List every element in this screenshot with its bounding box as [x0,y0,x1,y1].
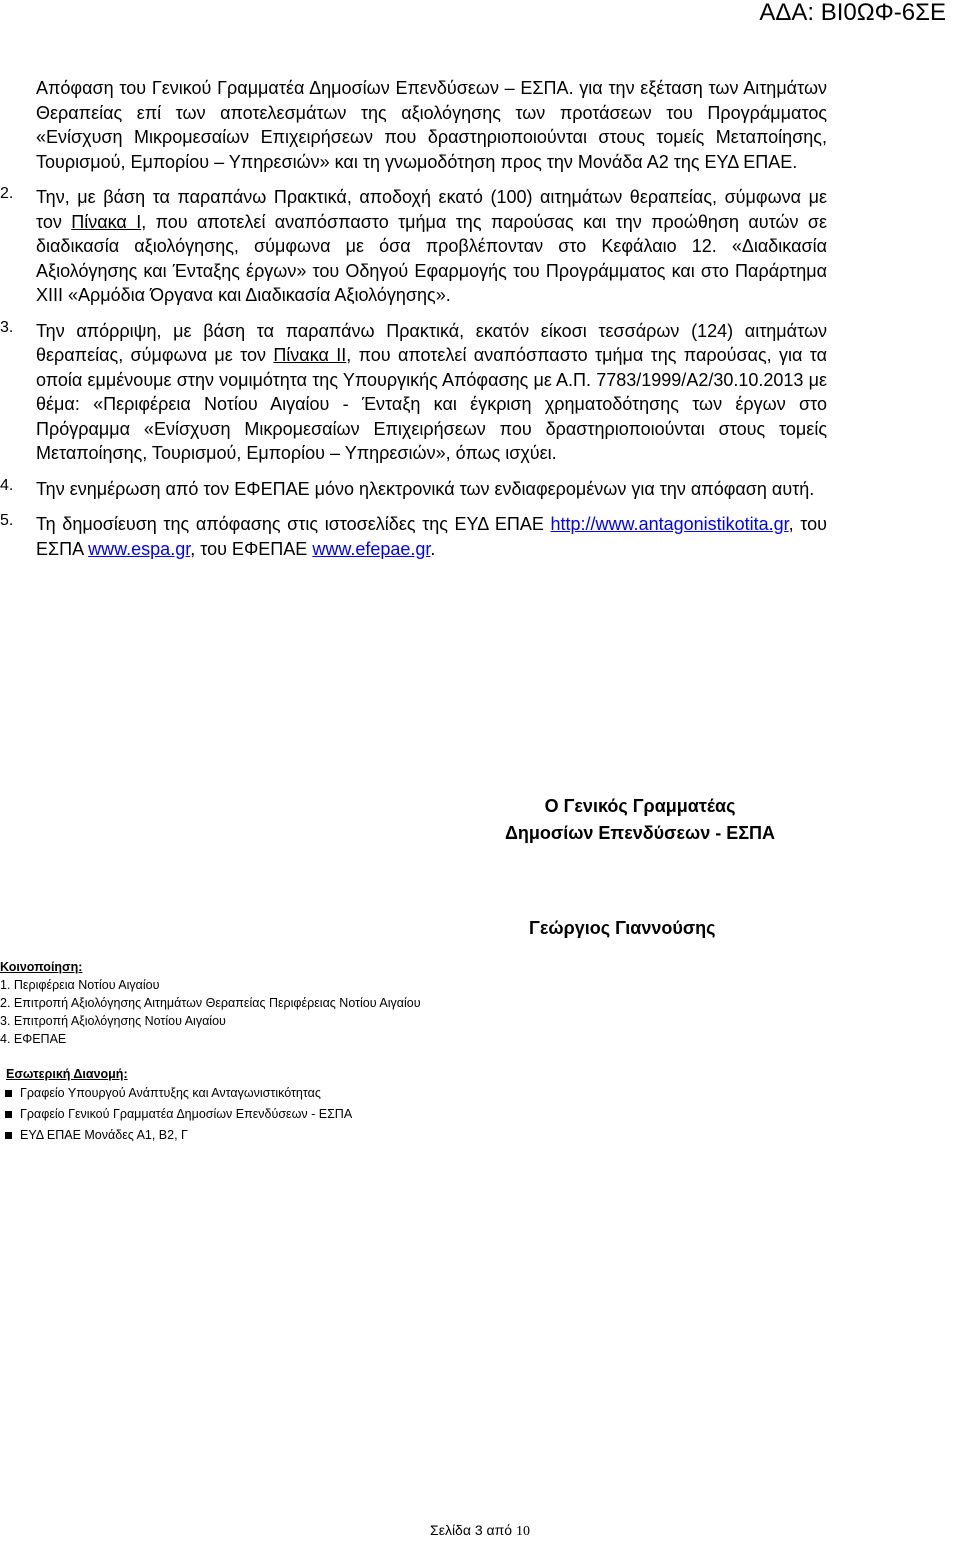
notification-item: 2. Επιτροπή Αξιολόγησης Αιτημάτων Θεραπείας Περιφέρειας Νοτίου Αιγαίου [0,996,421,1010]
item-number: 4. [0,476,14,494]
intro-paragraph: Απόφαση του Γενικού Γραμματέα Δημοσίων Επενδύσεων – ΕΣΠΑ. για την εξέταση των Αιτημάτων Θεραπείας επί των αποτελεσμάτων της αξιολόγησης των προτάσεων του Προγράμματος «Ενίσχυση Μικρομεσαίων Επιχειρήσεων που δραστηριοποιούνται στους τομείς Μεταποίησης, Τουρισμού, Εμπορίου – Υπηρεσιών» και τη γνωμοδότηση προς την Μονάδα Α2 της ΕΥΔ ΕΠΑΕ. [36,78,827,172]
square-bullet-icon [5,1111,12,1118]
signatory-title-line-2: Δημοσίων Επενδύσεων - ΕΣΠΑ [504,823,776,843]
item-text: , του ΕΣΠΑ [36,514,828,559]
decision-item-4 [0,476,827,502]
list-item-label: ΕΥΔ ΕΠΑΕ Μονάδες Α1, Β2, Γ [20,1128,188,1142]
antagonistikotita-link[interactable]: http://www.antagonistikotita.gr [550,514,789,534]
notification-heading: Κοινοποίηση: [0,960,83,974]
item-number: 2. [0,185,14,202]
item-text: , που αποτελεί αναπόσπαστο τμήμα της παρούσας και την προώθηση αυτών σε διαδικασία αξιολόγησης, σύμφωνα με όσα προβλέπονταν στο Κεφάλαιο 12. «Διαδικασία Αξιολόγησης και Ένταξης έργων» του Οδηγού Εφαρμογής του Προγράμματος και στο Παράρτημα XIII «Αρμόδια Όργανα και Διαδικασία Αξιολόγησης». [36,211,828,305]
table-ii-reference: Πίνακα II [273,345,347,365]
page-label: Σελίδα 3 από [430,1522,516,1538]
signatory-name: Γεώργιος Γιαννούσης [529,918,716,938]
page-footer [0,1522,960,1540]
list-item [0,1083,352,1104]
table-i-reference: Πίνακα I [71,211,142,232]
item-text: Την ενημέρωση από τον ΕΦΕΠΑΕ μόνο ηλεκτρονικά των ενδιαφερομένων για την απόφαση αυτή. [36,478,815,499]
list-item [0,1125,352,1146]
notification-item: 4. ΕΦΕΠΑΕ [0,1032,67,1046]
list-item-label: Γραφείο Γενικού Γραμματέα Δημοσίων Επενδύσεων - ΕΣΠΑ [20,1107,353,1121]
item-text: . [430,538,436,559]
decision-item-5 [0,512,828,561]
item-text: , του ΕΦΕΠΑΕ [190,538,313,559]
decision-item-2 [0,185,828,308]
notification-list [0,958,421,1048]
notification-item: 3. Επιτροπή Αξιολόγησης Νοτίου Αιγαίου [0,1014,226,1028]
espa-link[interactable]: www.espa.gr [88,538,191,559]
internal-distribution [0,1065,352,1146]
item-number: 3. [0,318,14,336]
notification-item: 1. Περιφέρεια Νοτίου Αιγαίου [0,978,160,992]
signatory-title-line-1: Ο Γενικός Γραμματέας [544,796,736,816]
signatory-title [0,793,960,847]
item-text: Τη δημοσίευση της απόφασης στις ιστοσελίδες της ΕΥΔ ΕΠΑΕ [36,514,551,534]
efepae-link[interactable]: www.efepae.gr [312,538,431,559]
document-body [0,76,828,561]
item-text: Την, με βάση τα παραπάνω Πρακτικά, αποδοχή εκατό (100) αιτημάτων θεραπείας, σύμφωνα με τον [36,187,827,232]
item-text: , που αποτελεί αναπόσπαστο τμήμα της παρούσας, για τα οποία εμμένουμε στην νομιμότητα της Υπουργικής Απόφασης με Α.Π. 7783/1999/Α2/30.10.2013 με θέμα: «Περιφέρεια Νοτίου Αιγαίου - Ένταξη και έγκριση χρηματοδότησης των έργων στο Πρόγραμμα «Ενίσχυση Μικρομεσαίων Επιχειρήσεων που δραστηριοποιούνται στους τομείς Μεταποίησης, Τουρισμού, Εμπορίου – Υπηρεσιών», όπως ισχύει. [36,345,827,463]
square-bullet-icon [5,1132,12,1139]
decision-item-3 [0,318,827,466]
item-number: 5. [0,512,14,529]
internal-heading: Εσωτερική Διανομή: [6,1067,128,1081]
square-bullet-icon [5,1090,12,1097]
item-text: Την απόρριψη, με βάση τα παραπάνω Πρακτικά, εκατόν είκοσι τεσσάρων (124) αιτημάτων θεραπείας, σύμφωνα με τον [36,320,827,365]
list-item-label: Γραφείο Υπουργού Ανάπτυξης και Ανταγωνιστικότητας [20,1086,321,1100]
list-item [0,1104,352,1125]
ada-code: ΑΔΑ: ΒΙ0ΩΦ-6ΣΕ [759,0,946,26]
page-total: 10 [515,1524,530,1539]
